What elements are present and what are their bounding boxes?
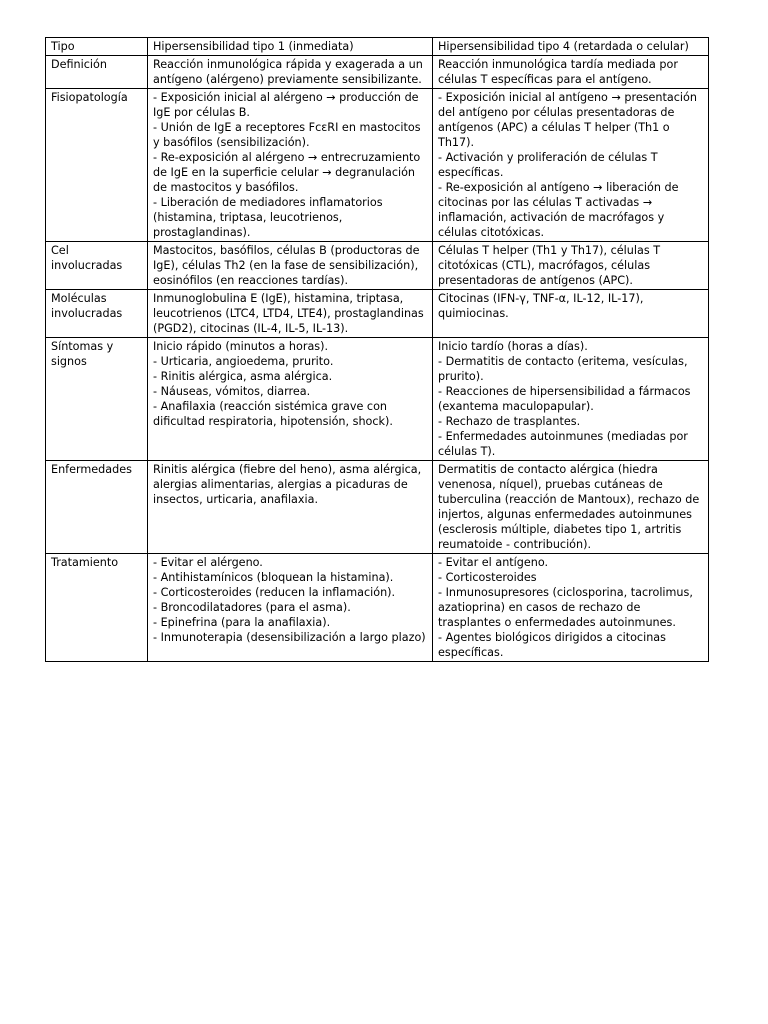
row-label-cell: Enfermedades xyxy=(46,461,148,554)
row-type1-cell xyxy=(148,290,433,338)
cell-text-line: - Epinefrina (para la anafilaxia). xyxy=(153,616,331,629)
row-type1-cell xyxy=(148,242,433,290)
header-cell-tipo: Tipo xyxy=(46,38,148,56)
row-type4-cell xyxy=(433,554,709,662)
cell-text-line: Inicio tardío (horas a días). xyxy=(438,340,588,353)
cell-text-line: Dermatitis de contacto alérgica (hiedra venenosa, níquel), pruebas cutáneas de tuberculina (reacción de Mantoux), rechazo de injertos, algunas enfermedades autoinmunes (esclerosis múltiple, diabetes tipo 1, artritis reumatoide - contribución). xyxy=(438,463,700,551)
row-type1-cell xyxy=(148,338,433,461)
cell-text-line: Inicio rápido (minutos a horas). xyxy=(153,340,329,353)
cell-text-line: - Re-exposición al antígeno → liberación de citocinas por las células T activadas → inflamación, activación de macrófagos y células citotóxicas. xyxy=(438,181,679,239)
cell-text-line: - Evitar el alérgeno. xyxy=(153,556,263,569)
table-row xyxy=(46,554,709,662)
cell-text-line: - Exposición inicial al antígeno → presentación del antígeno por células presentadoras de antígenos (APC) a células T helper (Th1 o Th17). xyxy=(438,91,697,149)
header-cell-type1: Hipersensibilidad tipo 1 (inmediata) xyxy=(148,38,433,56)
table-row xyxy=(46,242,709,290)
document-page xyxy=(45,37,708,662)
cell-text-line: - Náuseas, vómitos, diarrea. xyxy=(153,385,311,398)
cell-text-line: - Agentes biológicos dirigidos a citocinas específicas. xyxy=(438,631,666,659)
header-cell-type4: Hipersensibilidad tipo 4 (retardada o celular) xyxy=(433,38,709,56)
table-row xyxy=(46,56,709,89)
hypersensitivity-comparison-table xyxy=(45,37,709,662)
table-row xyxy=(46,338,709,461)
row-label-cell: Fisiopatología xyxy=(46,89,148,242)
cell-text-line: - Corticosteroides (reducen la inflamación). xyxy=(153,586,396,599)
table-header-row xyxy=(46,38,709,56)
cell-text-line: - Inmunosupresores (ciclosporina, tacrolimus, azatioprina) en casos de rechazo de trasplantes o enfermedades autoinmunes. xyxy=(438,586,693,629)
cell-text-line: Mastocitos, basófilos, células B (productoras de IgE), células Th2 (en la fase de sensibilización), eosinófilos (en reacciones tardías). xyxy=(153,244,420,287)
row-type4-cell xyxy=(433,338,709,461)
cell-text-line: - Rechazo de trasplantes. xyxy=(438,415,581,428)
cell-text-line: Citocinas (IFN-γ, TNF-α, IL-12, IL-17), quimiocinas. xyxy=(438,292,644,320)
cell-text-line: - Corticosteroides xyxy=(438,571,537,584)
row-type1-cell xyxy=(148,461,433,554)
row-label-cell: Síntomas y signos xyxy=(46,338,148,461)
cell-text-line: - Re-exposición al alérgeno → entrecruzamiento de IgE en la superficie celular → degranulación de mastocitos y basófilos. xyxy=(153,151,421,194)
row-type1-cell xyxy=(148,56,433,89)
cell-text-line: - Anafilaxia (reacción sistémica grave con dificultad respiratoria, hipotensión, shock). xyxy=(153,400,393,428)
cell-text-line: - Liberación de mediadores inflamatorios (histamina, triptasa, leucotrienos, prostaglandinas). xyxy=(153,196,383,239)
cell-text-line: - Exposición inicial al alérgeno → producción de IgE por células B. xyxy=(153,91,419,119)
cell-text-line: - Urticaria, angioedema, prurito. xyxy=(153,355,334,368)
cell-text-line: - Evitar el antígeno. xyxy=(438,556,549,569)
row-label-cell: Tratamiento xyxy=(46,554,148,662)
cell-text-line: Células T helper (Th1 y Th17), células T citotóxicas (CTL), macrófagos, células presentadoras de antígenos (APC). xyxy=(438,244,661,287)
row-type4-cell xyxy=(433,242,709,290)
row-type4-cell xyxy=(433,56,709,89)
row-type1-cell xyxy=(148,89,433,242)
row-type4-cell xyxy=(433,89,709,242)
cell-text-line: - Antihistamínicos (bloquean la histamina). xyxy=(153,571,394,584)
row-type1-cell xyxy=(148,554,433,662)
row-label-cell: Moléculas involucradas xyxy=(46,290,148,338)
row-type4-cell xyxy=(433,461,709,554)
table-row xyxy=(46,89,709,242)
cell-text-line: Rinitis alérgica (fiebre del heno), asma alérgica, alergias alimentarias, alergias a picaduras de insectos, urticaria, anafilaxia. xyxy=(153,463,422,506)
cell-text-line: Reacción inmunológica rápida y exagerada a un antígeno (alérgeno) previamente sensibilizante. xyxy=(153,58,423,86)
cell-text-line: - Dermatitis de contacto (eritema, vesículas, prurito). xyxy=(438,355,688,383)
table-row xyxy=(46,461,709,554)
cell-text-line: - Inmunoterapia (desensibilización a largo plazo) xyxy=(153,631,426,644)
cell-text-line: - Unión de IgE a receptores FcεRI en mastocitos y basófilos (sensibilización). xyxy=(153,121,421,149)
cell-text-line: - Broncodilatadores (para el asma). xyxy=(153,601,351,614)
row-label-cell: Definición xyxy=(46,56,148,89)
cell-text-line: Reacción inmunológica tardía mediada por células T específicas para el antígeno. xyxy=(438,58,678,86)
cell-text-line: - Reacciones de hipersensibilidad a fármacos (exantema maculopapular). xyxy=(438,385,691,413)
cell-text-line: - Enfermedades autoinmunes (mediadas por células T). xyxy=(438,430,688,458)
row-type4-cell xyxy=(433,290,709,338)
cell-text-line: - Rinitis alérgica, asma alérgica. xyxy=(153,370,333,383)
row-label-cell: Cel involucradas xyxy=(46,242,148,290)
cell-text-line: - Activación y proliferación de células T específicas. xyxy=(438,151,658,179)
table-row xyxy=(46,290,709,338)
cell-text-line: Inmunoglobulina E (IgE), histamina, triptasa, leucotrienos (LTC4, LTD4, LTE4), prostaglandinas (PGD2), citocinas (IL-4, IL-5, IL-13). xyxy=(153,292,424,335)
